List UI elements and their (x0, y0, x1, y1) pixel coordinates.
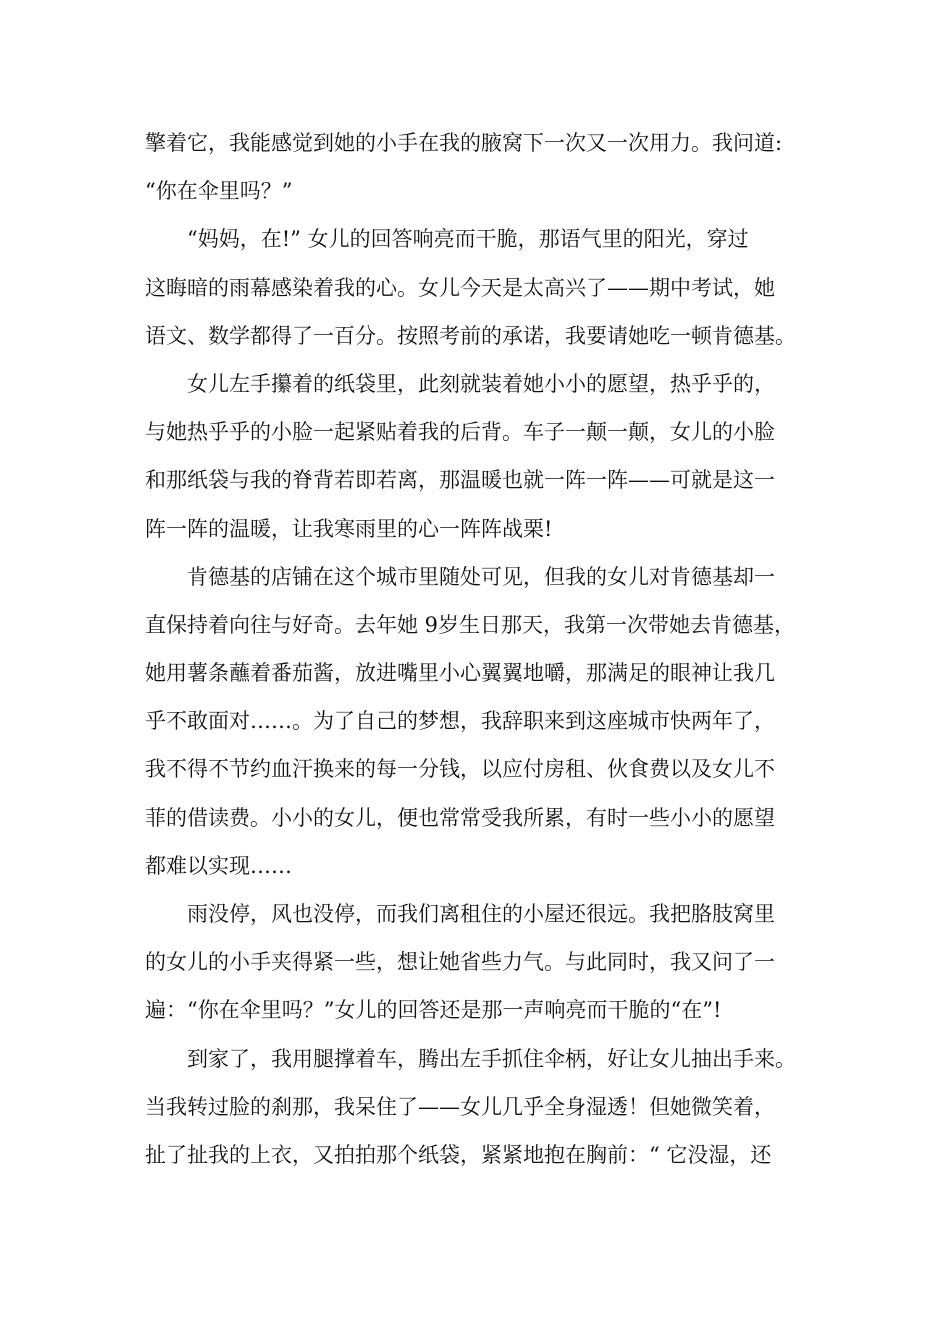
text-line: 直保持着向往与好奇。去年她 9岁生日那天，我第一次带她去肯德基， (145, 612, 796, 637)
text-line: 都难以实现…… (145, 853, 292, 878)
text-line: 女儿左手攥着的纸袋里，此刻就装着她小小的愿望，热乎乎的， (187, 371, 775, 396)
text-line: 这晦暗的雨幕感染着我的心。女儿今天是太高兴了——期中考试，她 (145, 275, 775, 300)
text-line: 当我转过脸的刹那，我呆住了——女儿几乎全身湿透！但她微笑着， (145, 1094, 775, 1119)
text-line: “你在伞里吗？” (145, 179, 293, 204)
text-line: 雨没停，风也没停，而我们离租住的小屋还很远。我把胳肢窝里 (187, 902, 775, 926)
text-line: 肯德基的店铺在这个城市里随处可见，但我的女儿对肯德基却一 (187, 564, 775, 589)
text-line: “妈妈，在!” 女儿的回答响亮而干脆，那语气里的阳光，穿过 (187, 227, 749, 252)
text-line: 乎不敢面对……。为了自己的梦想，我辞职来到这座城市快两年了， (145, 709, 775, 734)
article-body (145, 119, 825, 1179)
text-line: 到家了，我用腿撑着车，腾出左手抓住伞柄，好让女儿抽出手来。 (187, 1046, 796, 1071)
text-line: 我不得不节约血汗换来的每一分钱，以应付房租、伙食费以及女儿不 (145, 757, 775, 782)
text-line: 和那纸袋与我的脊背若即若离，那温暖也就一阵一阵——可就是这一 (145, 468, 775, 493)
text-line: 扯了扯我的上衣，又拍拍那个纸袋，紧紧地抱在胸前：“ 它没湿，还 (145, 1142, 772, 1167)
text-line: 她用薯条蘸着番茄酱，放进嘴里小心翼翼地嚼，那满足的眼神让我几 (145, 661, 775, 686)
text-line: 与她热乎乎的小脸一起紧贴着我的后背。车子一颠一颠，女儿的小脸 (145, 420, 775, 445)
text-line: 阵一阵的温暖，让我寒雨里的心一阵阵战栗! (145, 516, 553, 541)
text-line: 的女儿的小手夹得紧一些，想让她省些力气。与此同时，我又问了一 (145, 950, 775, 975)
text-line: 擎着它，我能感觉到她的小手在我的腋窝下一次又一次用力。我问道: (145, 131, 783, 155)
text-line: 菲的借读费。小小的女儿，便也常常受我所累，有时一些小小的愿望 (145, 805, 775, 830)
text-line: 遍：“你在伞里吗？”女儿的回答还是那一声响亮而干脆的“在”! (145, 998, 722, 1023)
text-line: 语文、数学都得了一百分。按照考前的承诺，我要请她吃一顿肯德基。 (145, 323, 796, 348)
